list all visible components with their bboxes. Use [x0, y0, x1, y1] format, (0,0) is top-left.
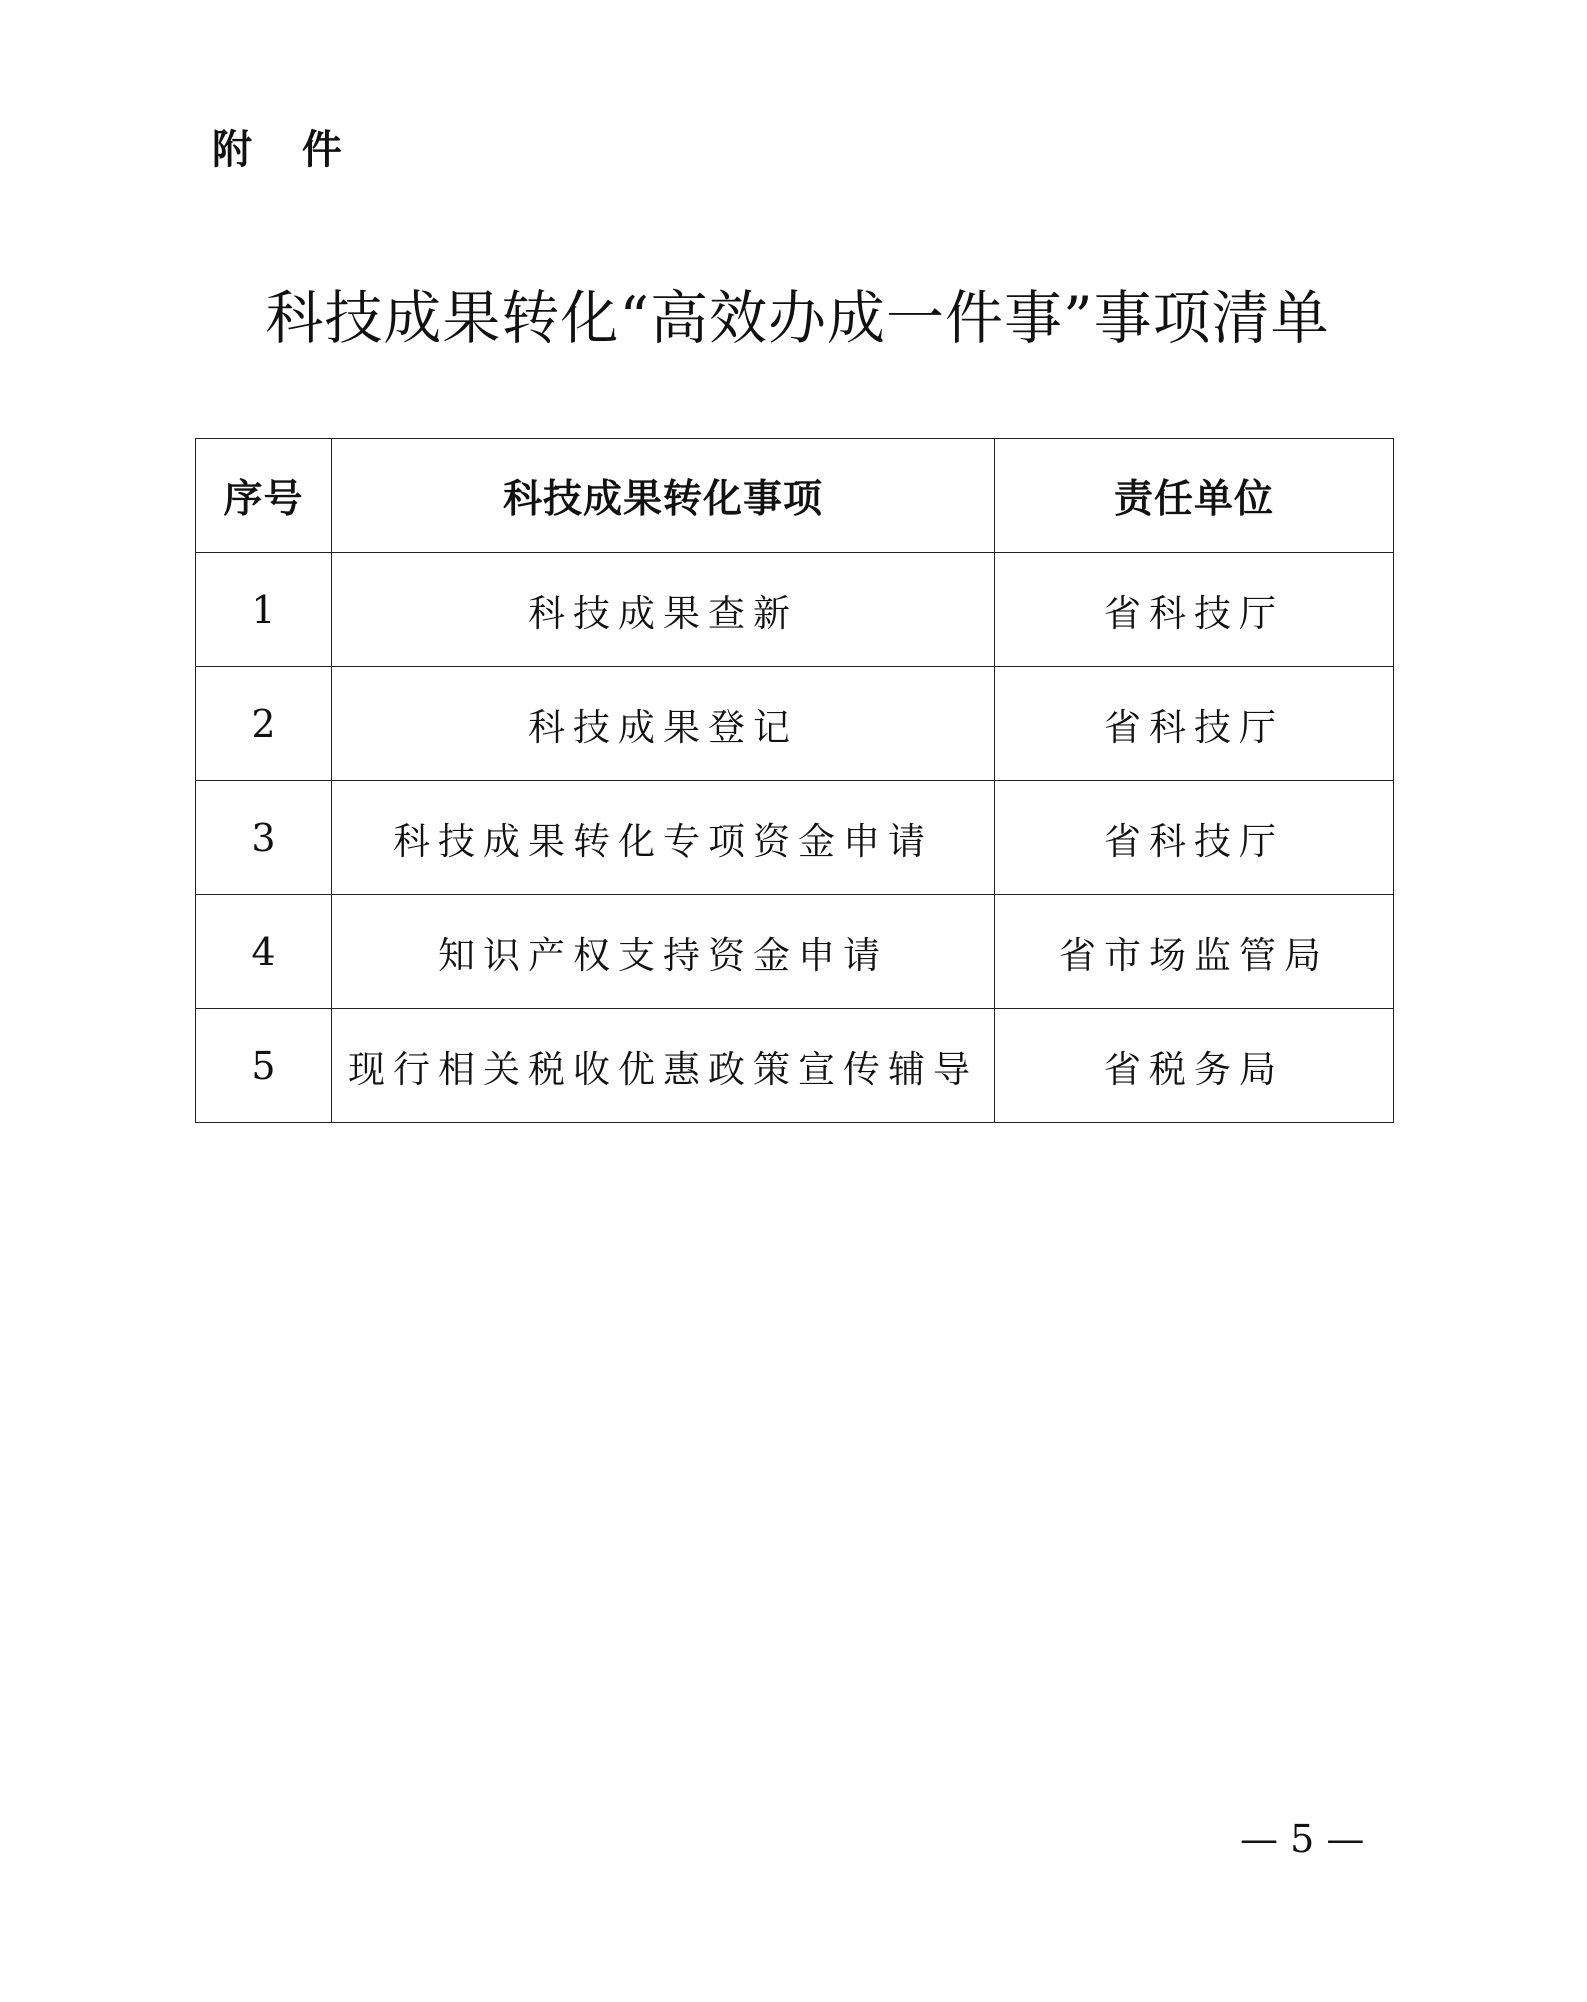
row-serial-number: 1 [196, 553, 332, 667]
table-row [196, 1009, 1394, 1123]
row-serial-number: 5 [196, 1009, 332, 1123]
header-item: 科技成果转化事项 [332, 439, 995, 553]
header-responsible-unit: 责任单位 [995, 439, 1394, 553]
row-item: 科技成果转化专项资金申请 [332, 781, 995, 895]
row-item: 科技成果查新 [332, 553, 995, 667]
row-responsible-unit: 省科技厅 [995, 667, 1394, 781]
row-responsible-unit: 省科技厅 [995, 781, 1394, 895]
row-item: 现行相关税收优惠政策宣传辅导 [332, 1009, 995, 1123]
row-serial-number: 2 [196, 667, 332, 781]
row-responsible-unit: 省市场监管局 [995, 895, 1394, 1009]
row-responsible-unit: 省科技厅 [995, 553, 1394, 667]
items-table [195, 438, 1394, 1123]
table-row [196, 667, 1394, 781]
document-title: 科技成果转化“高效办成一件事”事项清单 [265, 284, 1330, 352]
table-row [196, 895, 1394, 1009]
row-serial-number: 4 [196, 895, 332, 1009]
row-item: 科技成果登记 [332, 667, 995, 781]
row-serial-number: 3 [196, 781, 332, 895]
table-header-row [196, 439, 1394, 553]
page-number: — 5 — [1240, 1817, 1365, 1861]
row-item: 知识产权支持资金申请 [332, 895, 995, 1009]
table-row [196, 781, 1394, 895]
row-responsible-unit: 省税务局 [995, 1009, 1394, 1123]
header-serial-number: 序号 [196, 439, 332, 553]
table-row [196, 553, 1394, 667]
attachment-label: 附 件 [212, 127, 360, 173]
